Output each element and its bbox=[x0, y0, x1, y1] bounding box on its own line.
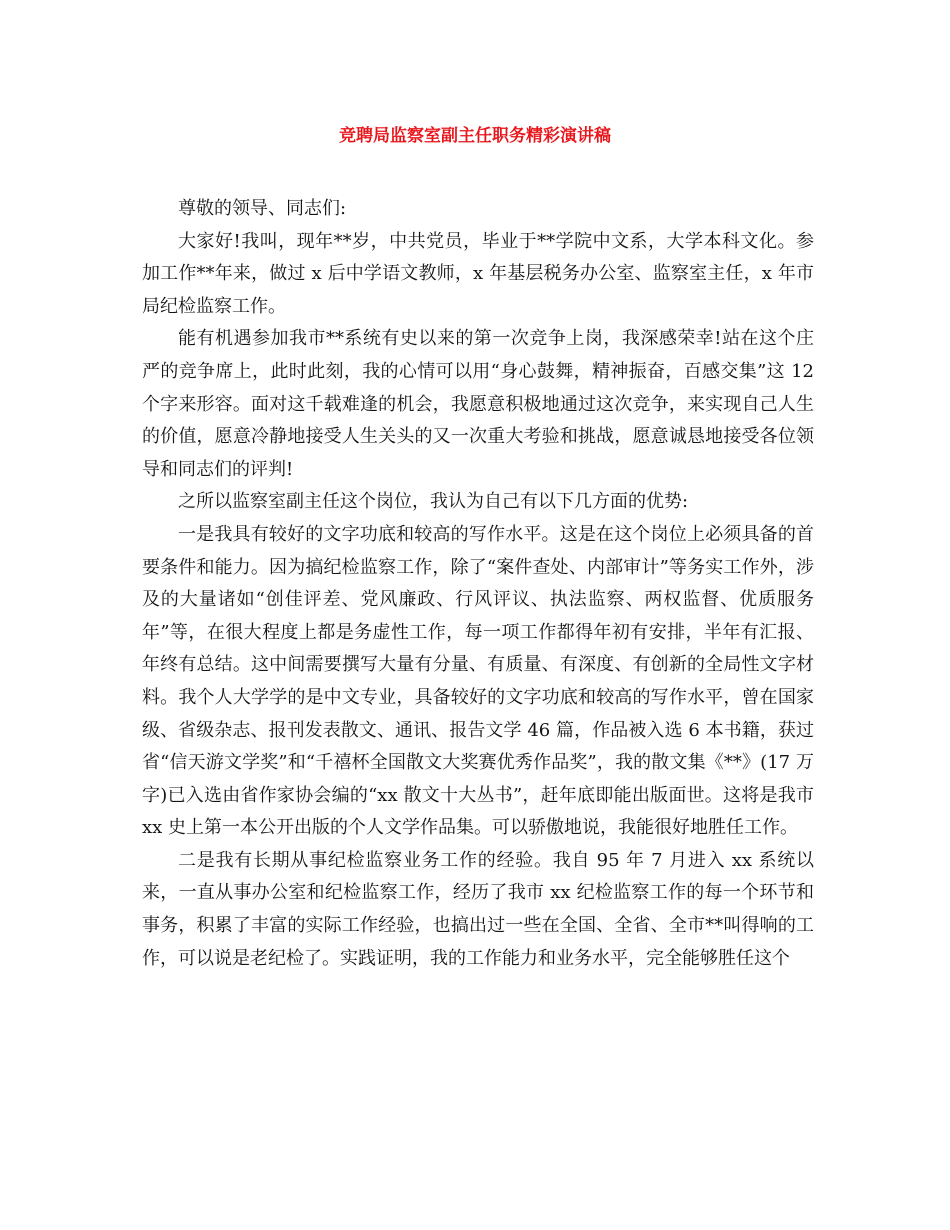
paragraph-advantages-intro: 之所以监察室副主任这个岗位，我认为自己有以下几方面的优势: bbox=[178, 491, 689, 513]
paragraph-salutation: 尊敬的领导、同志们: bbox=[178, 198, 347, 219]
paragraph-advantage-experience: 二是我有长期从事纪检监察业务工作的经验。我自 95 年 7 月进入 xx 系统以来，一直从事办公室和纪检监察工作，经历了我市 xx 纪检监察工作的每一个环节和事务，积累了丰富的实际工作经验，也搞出过一些在全国、全省、全市**叫得响的工作，可以说是老纪检了。实践证明，我的工作能力和业务水平，完全能够胜任这个 bbox=[142, 849, 814, 969]
document-body bbox=[142, 193, 814, 975]
paragraph-opportunity: 能有机遇参加我市**系统有史以来的第一次竞争上岗，我深感荣幸!站在这个庄严的竞争席上，此时此刻，我的心情可以用“身心鼓舞，精神振奋，百感交集”这 12 个字来形容。面对这千载难逢的机会，我愿意积极地通过这次竞争，来实现自己人生的价值，愿意冷静地接受人生关头的又一次重大考验和挑战，愿意诚恳地接受各位领导和同志们的评判! bbox=[142, 328, 814, 480]
paragraph-introduction: 大家好!我叫，现年**岁，中共党员，毕业于**学院中文系，大学本科文化。参加工作**年来，做过 x 后中学语文教师，x 年基层税务办公室、监察室主任，x 年市局纪检监察工作。 bbox=[142, 230, 814, 317]
paragraph-advantage-writing: 一是我具有较好的文字功底和较高的写作水平。这是在这个岗位上必须具备的首要条件和能力。因为搞纪检监察工作，除了“案件查处、内部审计”等务实工作外，涉及的大量诸如“创佳评差、党风廉政、行风评议、执法监察、两权监督、优质服务年”等，在很大程度上都是务虚性工作，每一项工作都得年初有安排，半年有汇报、年终有总结。这中间需要撰写大量有分量、有质量、有深度、有创新的全局性文字材料。我个人大学学的是中文专业，具备较好的文字功底和较高的写作水平，曾在国家级、省级杂志、报刊发表散文、通讯、报告文学 46 篇，作品被入选 6 本书籍，获过省“信天游文学奖”和“千禧杯全国散文大奖赛优秀作品奖”，我的散文集《**》(17 万字)已入选由省作家协会编的“xx 散文十大丛书”，赶年底即能出版面世。这将是我市 xx 史上第一本公开出版的个人文学作品集。可以骄傲地说，我能很好地胜任工作。 bbox=[142, 523, 814, 839]
document-title: 竞聘局监察室副主任职务精彩演讲稿 bbox=[339, 126, 611, 146]
